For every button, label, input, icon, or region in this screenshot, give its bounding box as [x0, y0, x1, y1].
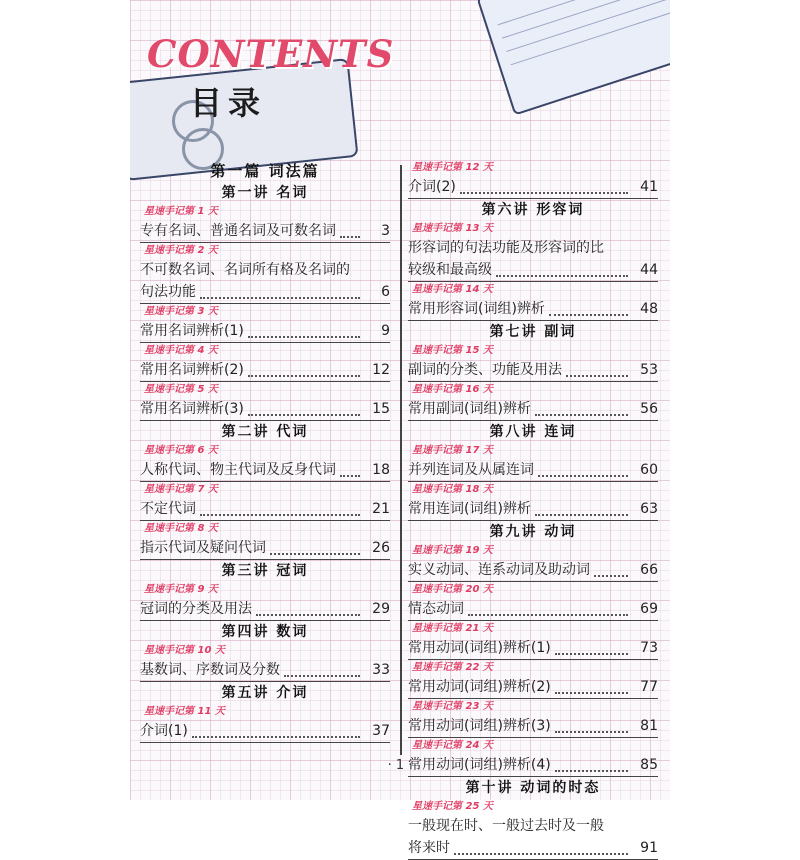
toc-entry-row — [140, 320, 390, 342]
toc-right-list — [408, 160, 658, 860]
toc-entry-title: 专有名词、普通名词及可数名词 — [140, 223, 336, 239]
toc-entry-title: 人称代词、物主代词及反身代词 — [140, 462, 336, 478]
study-day-label: 星速手记第 8 天 — [144, 523, 218, 534]
toc-entry[interactable] — [408, 498, 658, 521]
toc-entry-row — [408, 176, 658, 198]
toc-entry[interactable] — [140, 320, 390, 343]
study-day-label: 星速手记第 25 天 — [412, 801, 493, 812]
dot-leader — [538, 464, 628, 477]
toc-entry[interactable] — [140, 259, 390, 304]
toc-page-number: 60 — [640, 462, 658, 478]
toc-entry-title: 常用动词(词组)辨析(3) — [408, 718, 551, 734]
lecture-heading: 第一讲 名词 — [221, 185, 309, 201]
dot-leader — [248, 325, 360, 338]
toc-entry-title: 常用形容词(词组)辨析 — [408, 301, 545, 317]
toc-entry-row — [408, 298, 658, 320]
toc-page-number: 6 — [381, 284, 390, 300]
toc-entry-title: 常用动词(词组)辨析(4) — [408, 757, 551, 773]
study-day-label: 星速手记第 16 天 — [412, 384, 493, 395]
toc-entry-title-line: 形容词的句法功能及形容词的比 — [408, 240, 604, 256]
lecture-heading: 第二讲 代词 — [221, 424, 309, 440]
toc-entry[interactable] — [408, 715, 658, 738]
toc-entry-title: 指示代词及疑问代词 — [140, 540, 266, 556]
toc-page-number: 56 — [640, 401, 658, 417]
toc-entry-title: 常用名词辨析(2) — [140, 362, 244, 378]
toc-entry-title: 将来时 — [408, 840, 450, 856]
study-day-label: 星速手记第 13 天 — [412, 223, 493, 234]
toc-entry-row — [408, 837, 658, 859]
study-day-label: 星速手记第 18 天 — [412, 484, 493, 495]
toc-entry[interactable] — [140, 498, 390, 521]
toc-entry-title-line: 一般现在时、一般过去时及一般 — [408, 818, 604, 834]
dot-leader — [270, 542, 360, 555]
toc-entry-row — [140, 537, 390, 559]
toc-entry-title: 较级和最高级 — [408, 262, 492, 278]
toc-entry-row — [408, 676, 658, 698]
toc-entry-row — [408, 498, 658, 520]
dot-leader — [248, 364, 360, 377]
column-divider — [400, 165, 402, 755]
book-illustration — [476, 0, 670, 116]
dot-leader — [460, 181, 628, 194]
toc-entry-title: 句法功能 — [140, 284, 196, 300]
toc-entry-title: 常用动词(词组)辨析(2) — [408, 679, 551, 695]
toc-page-number: 26 — [372, 540, 390, 556]
toc-entry-title-line: 不可数名词、名词所有格及名词的 — [140, 262, 350, 278]
study-day-label: 星速手记第 7 天 — [144, 484, 218, 495]
toc-entry-row — [140, 659, 390, 681]
toc-entry-row — [140, 398, 390, 420]
toc-page-number: 44 — [640, 262, 658, 278]
toc-entry-title: 并列连词及从属连词 — [408, 462, 534, 478]
study-day-label: 星速手记第 2 天 — [144, 245, 218, 256]
toc-left-list — [140, 182, 390, 743]
dot-leader — [454, 842, 628, 855]
dot-leader — [248, 403, 360, 416]
study-day-label: 星速手记第 17 天 — [412, 445, 493, 456]
toc-entry-row — [408, 598, 658, 620]
toc-entry-title: 常用名词辨析(1) — [140, 323, 244, 339]
dot-leader — [535, 503, 628, 516]
toc-entry[interactable] — [408, 815, 658, 860]
toc-entry-title: 情态动词 — [408, 601, 464, 617]
study-day-label: 星速手记第 3 天 — [144, 306, 218, 317]
toc-page-number: 41 — [640, 179, 658, 195]
part-title: 第一篇 词法篇 — [210, 162, 320, 180]
study-day-label: 星速手记第 10 天 — [144, 645, 225, 656]
dot-leader — [549, 303, 628, 316]
toc-entry-title: 常用副词(词组)辨析 — [408, 401, 531, 417]
toc-entry[interactable] — [140, 659, 390, 682]
study-day-label: 星速手记第 21 天 — [412, 623, 493, 634]
toc-entry[interactable] — [140, 720, 390, 743]
contents-title: CONTENTS — [147, 32, 395, 76]
toc-entry[interactable] — [408, 676, 658, 699]
lecture-heading: 第五讲 介词 — [221, 685, 309, 701]
toc-entry-title: 常用名词辨析(3) — [140, 401, 244, 417]
lecture-heading: 第十讲 动词的时态 — [465, 780, 601, 796]
toc-entry[interactable] — [408, 637, 658, 660]
toc-page-number: 53 — [640, 362, 658, 378]
dot-leader — [200, 286, 360, 299]
toc-entry-row — [140, 281, 390, 303]
toc-entry-row — [408, 637, 658, 659]
dot-leader — [192, 725, 360, 738]
study-day-label: 星速手记第 15 天 — [412, 345, 493, 356]
toc-right-column — [408, 160, 658, 860]
dot-leader — [200, 503, 360, 516]
toc-page-number: 63 — [640, 501, 658, 517]
dot-leader — [594, 564, 628, 577]
toc-entry-title: 冠词的分类及用法 — [140, 601, 252, 617]
dot-leader — [555, 720, 628, 733]
toc-left-column — [140, 160, 390, 743]
toc-entry-row — [408, 398, 658, 420]
toc-page-number: 21 — [372, 501, 390, 517]
toc-entry-row — [140, 359, 390, 381]
toc-entry-row — [408, 459, 658, 481]
lecture-heading: 第六讲 形容词 — [481, 202, 585, 218]
toc-page-number: 37 — [372, 723, 390, 739]
dot-leader — [340, 225, 360, 238]
lecture-heading: 第八讲 连词 — [489, 424, 577, 440]
toc-entry-title: 常用连词(词组)辨析 — [408, 501, 531, 517]
toc-page-number: 66 — [640, 562, 658, 578]
toc-entry[interactable] — [408, 237, 658, 282]
toc-entry-title: 实义动词、连系动词及助动词 — [408, 562, 590, 578]
dot-leader — [284, 664, 360, 677]
toc-page-number: 18 — [372, 462, 390, 478]
dot-leader — [555, 681, 628, 694]
toc-page-number: 9 — [381, 323, 390, 339]
toc-entry-row — [140, 720, 390, 742]
toc-page-number: 15 — [372, 401, 390, 417]
toc-entry-title: 常用动词(词组)辨析(1) — [408, 640, 551, 656]
toc-entry[interactable] — [140, 537, 390, 560]
dot-leader — [468, 603, 628, 616]
study-day-label: 星速手记第 9 天 — [144, 584, 218, 595]
toc-entry-row — [408, 259, 658, 281]
study-day-label: 星速手记第 12 天 — [412, 162, 493, 173]
study-day-label: 星速手记第 23 天 — [412, 701, 493, 712]
study-day-label: 星速手记第 11 天 — [144, 706, 225, 717]
study-day-label: 星速手记第 4 天 — [144, 345, 218, 356]
toc-page-number: 69 — [640, 601, 658, 617]
lecture-heading: 第七讲 副词 — [489, 324, 577, 340]
dot-leader — [566, 364, 628, 377]
dot-leader — [535, 403, 628, 416]
dot-leader — [496, 264, 628, 277]
dot-leader — [256, 603, 360, 616]
toc-entry-title: 基数词、序数词及分数 — [140, 662, 280, 678]
toc-entry[interactable] — [140, 598, 390, 621]
toc-entry[interactable] — [408, 459, 658, 482]
toc-entry-row — [140, 598, 390, 620]
study-day-label: 星速手记第 14 天 — [412, 284, 493, 295]
toc-entry-row — [408, 559, 658, 581]
study-day-label: 星速手记第 19 天 — [412, 545, 493, 556]
lecture-heading: 第三讲 冠词 — [221, 563, 309, 579]
toc-page-number: 77 — [640, 679, 658, 695]
lecture-heading: 第九讲 动词 — [489, 524, 577, 540]
toc-page-number: 12 — [372, 362, 390, 378]
study-day-label: 星速手记第 22 天 — [412, 662, 493, 673]
toc-entry[interactable] — [408, 598, 658, 621]
study-day-label: 星速手记第 1 天 — [144, 206, 218, 217]
toc-entry-row — [140, 498, 390, 520]
toc-entry[interactable] — [140, 220, 390, 243]
dot-leader — [340, 464, 360, 477]
page-number: · 1 · — [387, 758, 413, 773]
toc-page-number: 33 — [372, 662, 390, 678]
study-day-label: 星速手记第 24 天 — [412, 740, 493, 751]
lecture-heading: 第四讲 数词 — [221, 624, 309, 640]
toc-page-number: 91 — [640, 840, 658, 856]
toc-entry-title: 介词(2) — [408, 179, 456, 195]
toc-entry[interactable] — [140, 359, 390, 382]
toc-entry-row — [140, 220, 390, 242]
toc-entry-title: 不定代词 — [140, 501, 196, 517]
toc-entry[interactable] — [140, 398, 390, 421]
toc-entry[interactable] — [140, 459, 390, 482]
study-day-label: 星速手记第 6 天 — [144, 445, 218, 456]
toc-entry[interactable] — [408, 298, 658, 321]
toc-page-number: 85 — [640, 757, 658, 773]
contents-title-chinese: 目录 — [190, 84, 267, 122]
toc-entry-row — [408, 715, 658, 737]
dot-leader — [555, 642, 628, 655]
toc-page-number: 3 — [381, 223, 390, 239]
toc-entry-title: 副词的分类、功能及用法 — [408, 362, 562, 378]
toc-entry-row — [408, 359, 658, 381]
toc-entry-row — [140, 459, 390, 481]
toc-entry[interactable] — [408, 559, 658, 582]
study-day-label: 星速手记第 5 天 — [144, 384, 218, 395]
toc-entry-title: 介词(1) — [140, 723, 188, 739]
toc-page-number: 48 — [640, 301, 658, 317]
toc-page-number: 81 — [640, 718, 658, 734]
toc-entry[interactable] — [408, 359, 658, 382]
study-day-label: 星速手记第 20 天 — [412, 584, 493, 595]
toc-page-number: 29 — [372, 601, 390, 617]
toc-entry[interactable] — [408, 176, 658, 199]
toc-entry[interactable] — [408, 398, 658, 421]
toc-page-number: 73 — [640, 640, 658, 656]
